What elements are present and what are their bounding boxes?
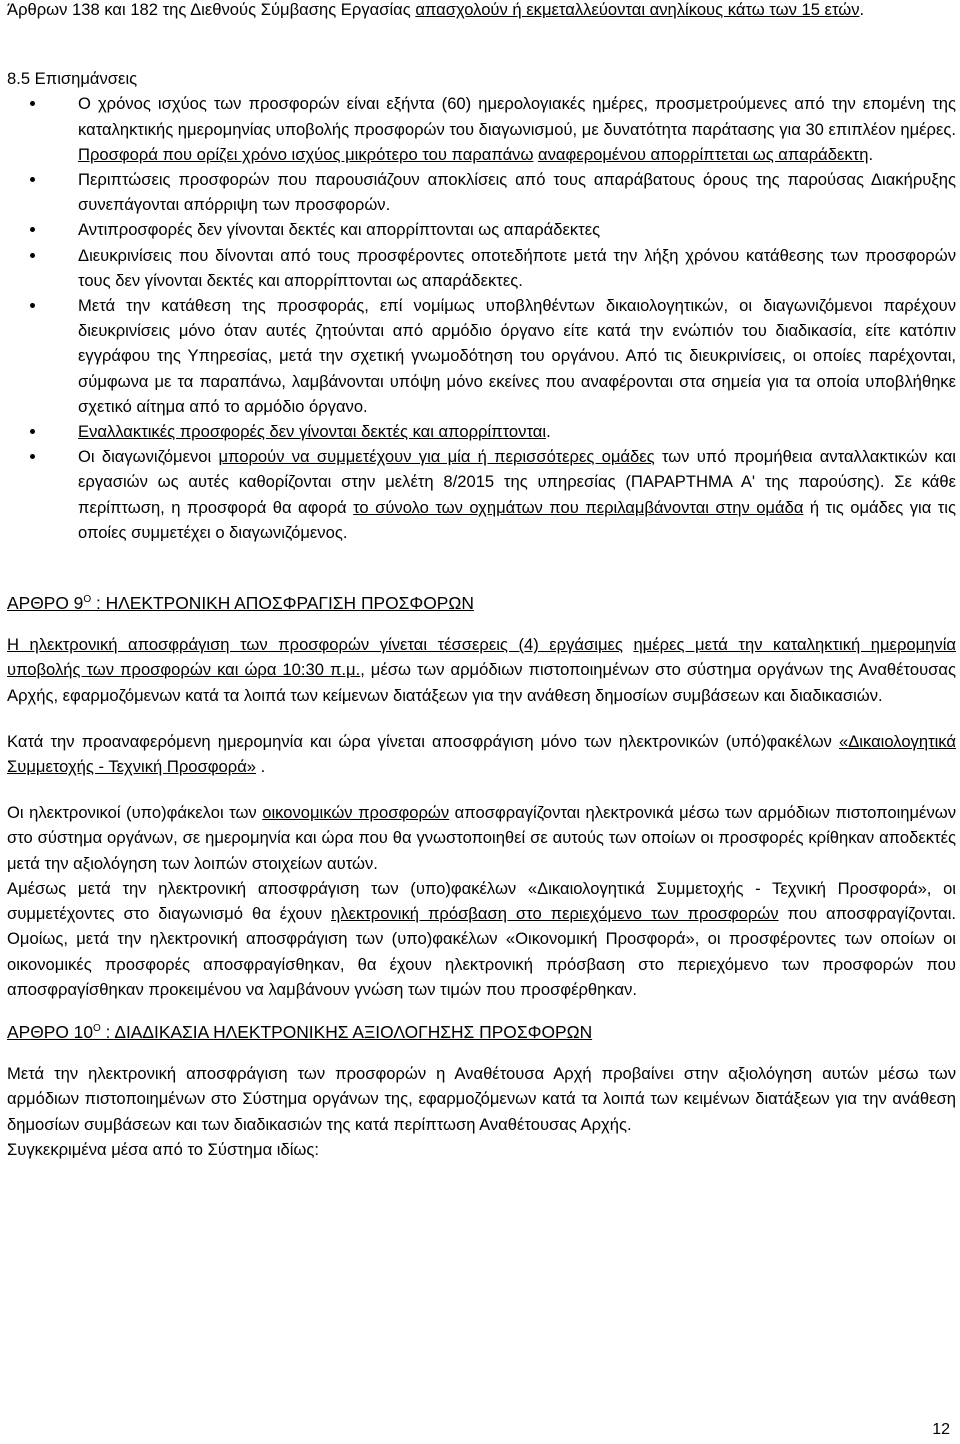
article-10-title: ΑΡΘΡΟ $10^O$ : ΔΙΑΔΙΚΑΣΙΑ ΗΛΕΚΤΡΟΝΙΚΗΣ ΑΞΙΟΛΟΓΗΣΗΣ ΠΡΟΣΦΟΡΩΝ [7, 1021, 593, 1042]
bullet-deviations: Περιπτώσεις προσφορών που παρουσιάζουν αποκλίσεις από τους απαράβατους όρους της παρούσας Διακήρυξης συνεπάγονται απόρριψη των προσφορών. [7, 167, 956, 217]
article-10-paragraph-1: Μετά την ηλεκτρονική αποσφράγιση των προσφορών η Αναθέτουσα Αρχή προβαίνει στην αξιολόγηση αυτών μέσω των αρμόδιων πιστοποιημένων στο Σύστημα οργάνων της, εφαρμοζόμενων κατά τα λοιπά των κειμένων διατάξεων για την ανάθεση δημοσίων συμβάσεων και των διαδικασιών της κατά περίπτωση Αναθέτουσας Αρχής. [7, 1064, 956, 1134]
article-9-title: ΑΡΘΡΟ $9^O$ : ΗΛΕΚΤΡΟΝΙΚΗ ΑΠΟΣΦΡΑΓΙΣΗ ΠΡΟΣΦΟΡΩΝ [7, 593, 474, 614]
section-8-5-title: 8.5 Επισημάνσεις [7, 69, 138, 89]
intro-text: Άρθρων 138 και 182 της Διεθνούς Σύμβασης Εργασίας [7, 0, 416, 19]
bullet-clarifications-late: Διευκρινίσεις που δίνονται από τους προσφέροντες οποτεδήποτε μετά την λήξη χρόνου κατάθεσης των προσφορών τους δεν γίνονται δεκτές και απορρίπτονται ως απαράδεκτες. [7, 243, 956, 293]
article-10-paragraph-2: Συγκεκριμένα μέσα από το Σύστημα ιδίως: [7, 1139, 319, 1159]
bullet-clarifications-after: Μετά την κατάθεση της προσφοράς, επί νομίμως υποβληθέντων δικαιολογητικών, οι διαγωνιζόμενοι παρέχουν διευκρινίσεις μόνο όταν αυτές ζητούνται από αρμόδιο όργανο είτε κατά την ενώπιόν του διαδικασία, είτε κατόπιν εγγράφου της Υπηρεσίας, μετά την σχετική γνωμοδότηση του οργάνου. Από τις διευκρινίσεις, οι οποίες παρέχονται, σύμφωνα με τα παραπάνω, λαμβάνονται υπόψη μόνο εκείνες που αναφέρονται στα σημεία για τα οποία υποβλήθηκε σχετικό αίτημα από το αρμόδιο όργανο. [7, 293, 956, 419]
bullet-validity: Ο χρόνος ισχύος των προσφορών είναι εξήντα (60) ημερολογιακές ημέρες, προσμετρούμενες από την επομένη της καταληκτικής ημερομηνίας υποβολής προσφορών του διαγωνισμού, με δυνατότητα παράτασης για 30 επιπλέον ημέρες. Προσφορά που ορίζει χρόνο ισχύος μικρότερο του παραπάνω αναφερομένου απορρίπτεται ως απαράδεκτη. [7, 91, 956, 167]
intro-underlined: απασχολούν ή εκμεταλλεύονται ανηλίκους κάτω των 15 ετών [415, 0, 860, 19]
page-number: 12 [932, 1420, 950, 1438]
section-8-5-bullets [7, 91, 956, 545]
bullet-alternatives: Εναλλακτικές προσφορές δεν γίνονται δεκτές και απορρίπτονται. [7, 419, 956, 444]
bullet-groups: Οι διαγωνιζόμενοι μπορούν να συμμετέχουν για μία ή περισσότερες ομάδες των υπό προμήθεια ανταλλακτικών και εργασιών ως αυτές καθορίζονται στην μελέτη 8/2015 της υπηρεσίας (ΠΑΡΑΡΤΗΜΑ Α' της παρούσης). Σε κάθε περίπτωση, η προσφορά θα αφορά το σύνολο των οχημάτων που περιλαμβάνονται στην ομάδα ή τις ομάδες για τις οποίες συμμετέχει ο διαγωνιζόμενος. [7, 444, 956, 545]
bullet-counteroffers: Αντιπροσφορές δεν γίνονται δεκτές και απορρίπτονται ως απαράδεκτες [7, 217, 956, 242]
article-9-paragraph-3: Οι ηλεκτρονικοί (υπο)φάκελοι των οικονομικών προσφορών αποσφραγίζονται ηλεκτρονικά μέσω των αρμόδιων πιστοποιημένων στο σύστημα οργάνων, σε ημερομηνία και ώρα που θα γνωστοποιηθεί σε αυτούς των οποίων οι προσφορές κρίθηκαν αποδεκτές μετά την αξιολόγηση των λοιπών στοιχείων αυτών. [7, 803, 957, 873]
intro-paragraph [7, 0, 956, 22]
article-9-paragraph-4: Αμέσως μετά την ηλεκτρονική αποσφράγιση των (υπο)φακέλων «Δικαιολογητικά Συμμετοχής - Τεχνική Προσφορά», οι συμμετέχοντες στο διαγωνισμό θα έχουν ηλεκτρονική πρόσβαση στο περιεχόμενο των προσφορών που αποσφραγίζονται. Ομοίως, μετά την ηλεκτρονική αποσφράγιση των (υπο)φακέλων «Οικονομική Προσφορά», οι προσφέροντες των οποίων οι οικονομικές προσφορές αποσφραγίσθηκαν, θα έχουν ηλεκτρονική πρόσβαση στο περιεχόμενο των προσφορών που αποσφραγίσθηκαν προκειμένου να λαμβάνουν γνώση των τιμών που προσφέρθηκαν. [7, 878, 956, 999]
intro-end: . [859, 0, 865, 19]
document-page [7, 0, 956, 1162]
article-9-paragraph-2: Κατά την προαναφερόμενη ημερομηνία και ώρα γίνεται αποσφράγιση μόνο των ηλεκτρονικών (υπό)φακέλων «Δικαιολογητικά Συμμετοχής - Τεχνική Προσφορά» . [7, 731, 956, 777]
article-9-paragraph-1: Η ηλεκτρονική αποσφράγιση των προσφορών γίνεται τέσσερεις (4) εργάσιμες ημέρες μετά την καταληκτική ημερομηνία υποβολής των προσφορών και ώρα 10:30 π.μ., μέσω των αρμόδιων πιστοποιημένων στο σύστημα οργάνων της Αναθέτουσας Αρχής, εφαρμοζόμενων κατά τα λοιπά των κείμενων διατάξεων για την ανάθεση δημοσίων συμβάσεων και διαδικασιών. [7, 635, 956, 705]
